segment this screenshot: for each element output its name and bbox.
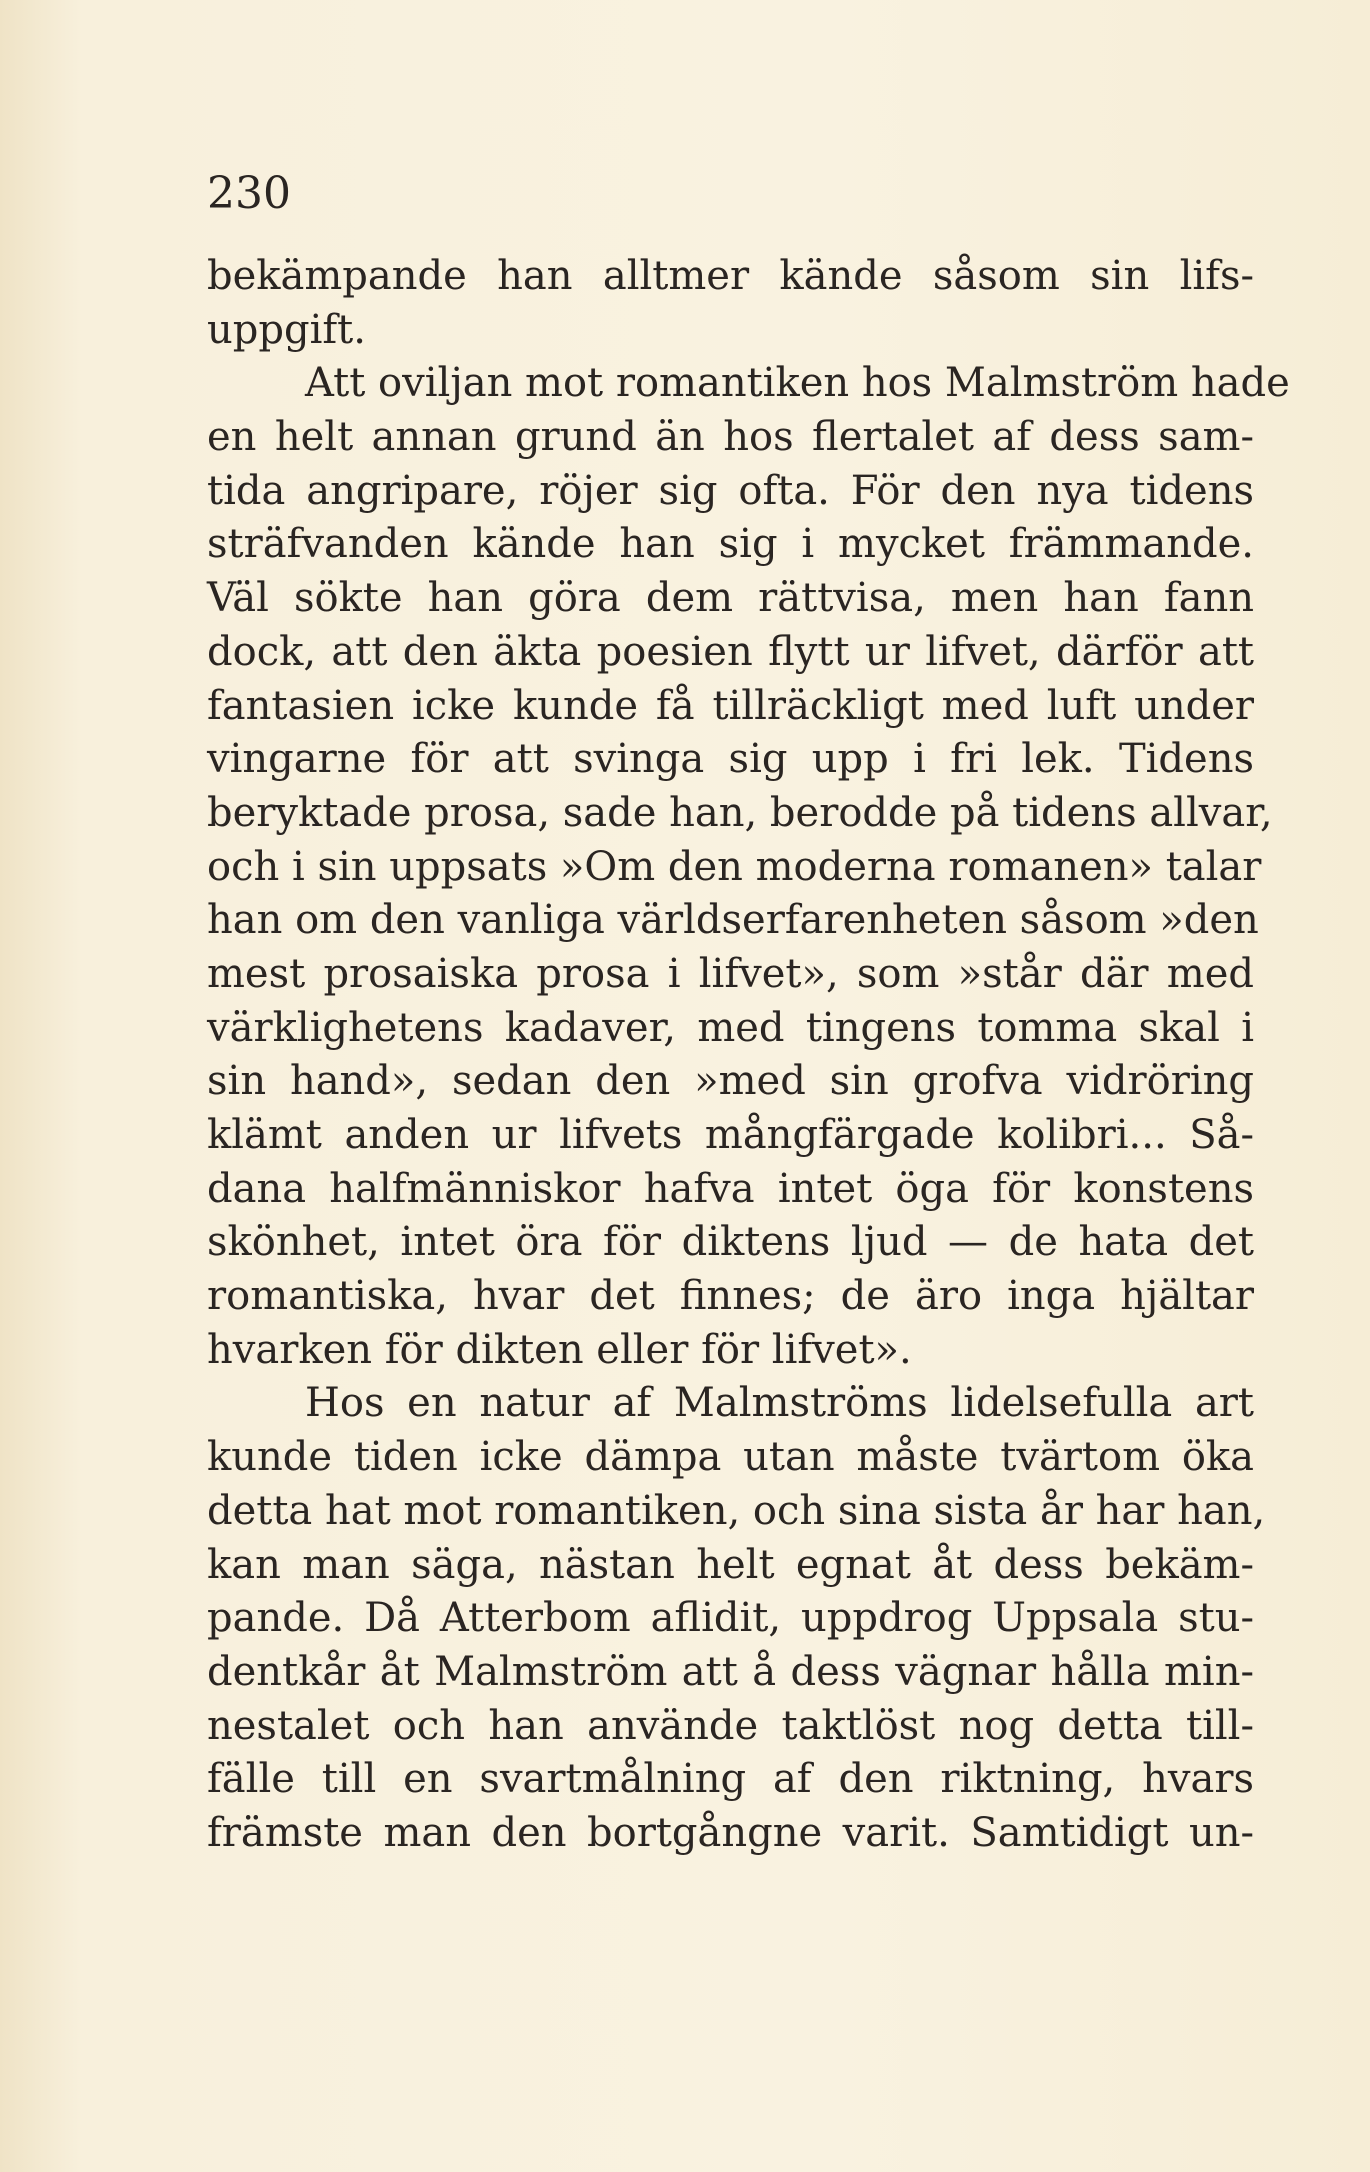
body-text [207,250,1290,1861]
text-line: värklighetens kadaver, med tingens tomma skal i [207,1004,1254,1051]
text-line: dentkår åt Malmström att å dess vägnar hålla min- [207,1648,1254,1695]
text-line: hvarken för dikten eller för lifvet». [207,1326,912,1373]
text-line: tida angripare, röjer sig ofta. För den nya tidens [207,467,1254,514]
text-line: beryktade prosa, sade han, berodde på tidens allvar, [207,789,1273,836]
text-line: Att oviljan mot romantiken hos Malmström hade [305,360,1290,407]
text-line: sträfvanden kände han sig i mycket främmande. [207,521,1254,568]
text-line: fantasien icke kunde få tillräckligt med luft under [207,682,1254,729]
text-line: kan man säga, nästan helt egnat åt dess bekäm- [207,1541,1254,1588]
text-line: kunde tiden icke dämpa utan måste tvärtom öka [207,1434,1254,1481]
text-line: Hos en natur af Malmströms lidelsefulla art [305,1380,1254,1427]
page-number: 230 [207,168,291,219]
text-line: klämt anden ur lifvets mångfärgade kolibri... Så- [207,1112,1254,1158]
text-line: nestalet och han använde taktlöst nog detta till- [207,1702,1254,1749]
text-line: främste man den bortgångne varit. Samtidigt un- [207,1809,1254,1856]
text-line: skönhet, intet öra för diktens ljud — de hata det [207,1219,1254,1266]
text-line: dana halfmänniskor hafva intet öga för konstens [207,1165,1254,1212]
text-line: bekämpande han alltmer kände såsom sin lifs- [207,253,1254,299]
text-line: och i sin uppsats »Om den moderna romanen» talar [207,843,1262,890]
text-line: han om den vanliga världserfarenheten såsom »den [207,897,1259,944]
text-line: vingarne för att svinga sig upp i fri lek. Tidens [207,736,1254,783]
text-line: pande. Då Atterbom aflidit, uppdrog Uppsala stu- [207,1595,1254,1642]
text-line: sin hand», sedan den »med sin grofva vidröring [207,1058,1254,1105]
text-line: romantiska, hvar det finnes; de äro inga hjältar [207,1273,1254,1320]
text-line: mest prosaiska prosa i lifvet», som »står där med [207,950,1254,997]
text-line: dock, att den äkta poesien flytt ur lifvet, därför att [207,628,1254,675]
text-line: Väl sökte han göra dem rättvisa, men han fann [207,575,1254,622]
text-line: detta hat mot romantiken, och sina sista år har han, [207,1487,1266,1534]
text-line: en helt annan grund än hos flertalet af dess sam- [207,414,1254,461]
text-line: uppgift. [207,306,366,353]
text-line: fälle till en svartmålning af den riktning, hvars [207,1756,1254,1803]
